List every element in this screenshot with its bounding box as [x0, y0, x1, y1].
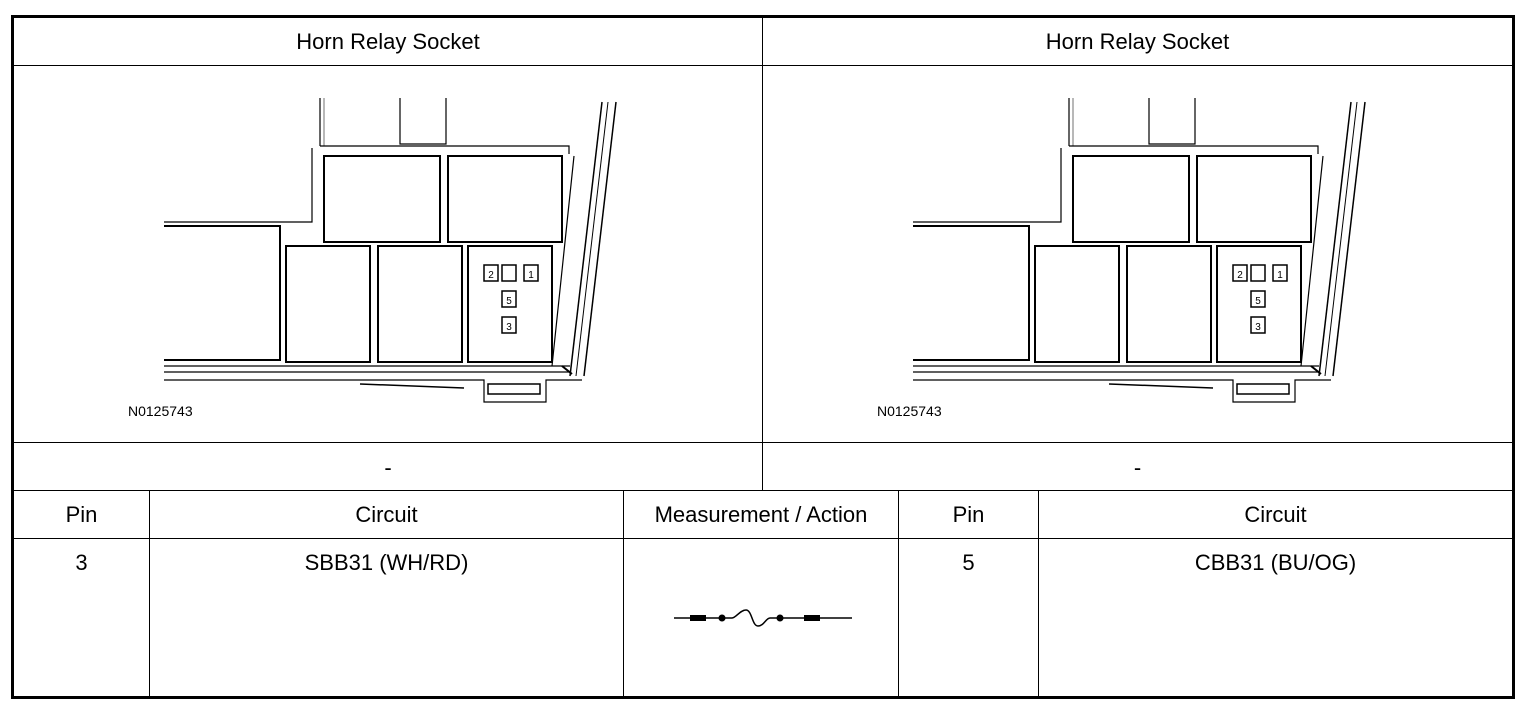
row-pin-b: 5 [962, 550, 975, 575]
divider-diagram [14, 442, 1512, 443]
left-pin-label-1: 1 [528, 270, 534, 281]
row-circuit-b: CBB31 (BU/OG) [1194, 550, 1357, 575]
header-measurement: Measurement / Action [654, 502, 868, 527]
right-pin-label-2: 2 [1237, 270, 1243, 281]
fuse-icon [664, 606, 864, 630]
divider-caption [14, 490, 1512, 491]
right-pin-label-1: 1 [1277, 270, 1283, 281]
left-pin-label-5: 5 [506, 296, 512, 307]
right-figure-id: N0125743 [877, 403, 942, 419]
header-circuit-a: Circuit [355, 502, 418, 527]
row-circuit-a: SBB31 (WH/RD) [304, 550, 469, 575]
left-figure-id: N0125743 [128, 403, 193, 419]
left-caption: - [384, 455, 392, 480]
left-pin-label-3: 3 [506, 322, 512, 333]
right-pin-label-3: 3 [1255, 322, 1261, 333]
header-pin-a: Pin [65, 502, 98, 527]
header-pin-b: Pin [952, 502, 985, 527]
right-title: Horn Relay Socket [1045, 29, 1230, 54]
right-relay-socket-diagram [763, 66, 1511, 442]
row-pin-a: 3 [75, 550, 88, 575]
left-pin-label-2: 2 [488, 270, 494, 281]
pinout-table-frame [11, 15, 1515, 699]
right-caption: - [1133, 455, 1142, 480]
divider-table-header [14, 538, 1512, 539]
header-circuit-b: Circuit [1244, 502, 1307, 527]
left-relay-socket-diagram [14, 66, 762, 442]
right-pin-label-5: 5 [1255, 296, 1261, 307]
left-title: Horn Relay Socket [296, 29, 480, 54]
